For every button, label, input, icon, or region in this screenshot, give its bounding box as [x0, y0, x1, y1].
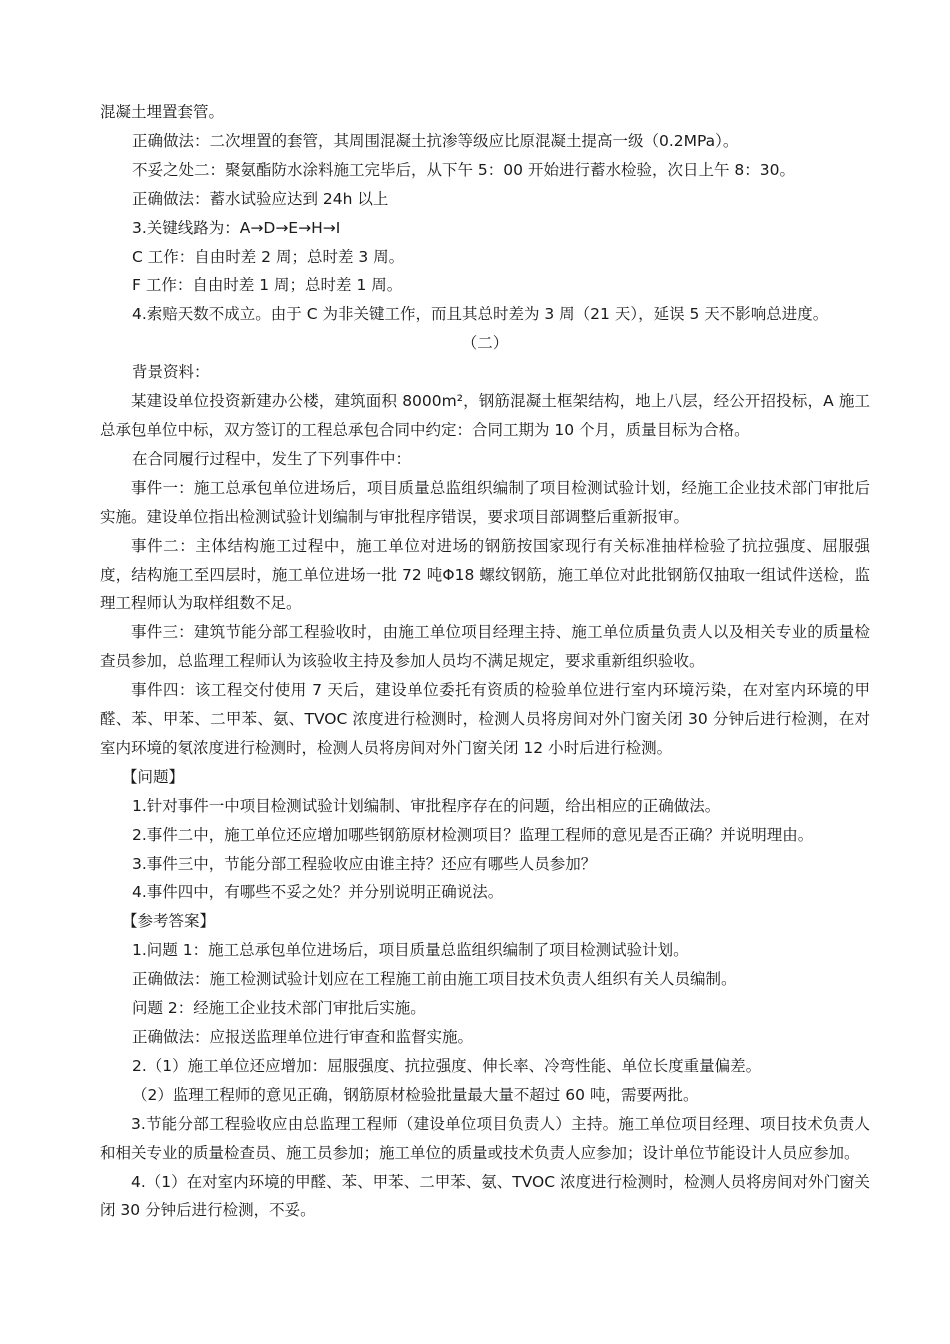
- text-line: 正确做法：蓄水试验应达到 24h 以上: [132, 189, 389, 208]
- paragraph: 某建设单位投资新建办公楼，建筑面积 8000m²，钢筋混凝土框架结构，地上八层，经公开招投标，A 施工总承包单位中标，双方签订的工程总承包合同中约定：合同工期为 10 个月，质量目标为合格。: [100, 392, 870, 439]
- answers-heading: 【参考答案】: [122, 912, 216, 931]
- text-line: 正确做法：二次埋置的套管，其周围混凝土抗渗等级应比原混凝土提高一级（0.2MPa）。: [132, 131, 739, 150]
- question-item: 4.事件四中，有哪些不妥之处？并分别说明正确说法。: [132, 883, 504, 902]
- answer-line: 1.问题 1：施工总承包单位进场后，项目质量总监组织编制了项目检测试验计划。: [132, 941, 689, 960]
- section-heading: （二）: [461, 334, 509, 353]
- questions-heading: 【问题】: [122, 767, 185, 786]
- answer-paragraph: 3.节能分部工程验收应由总监理工程师（建设单位项目负责人）主持。施工单位项目经理、项目技术负责人和相关专业的质量检查员、施工员参加；施工单位的质量或技术负责人应参加；设计单位节能设计人员应参加。: [100, 1114, 870, 1162]
- answer-line: 问题 2：经施工企业技术部门审批后实施。: [132, 999, 426, 1018]
- answer-line: （2）监理工程师的意见正确，钢筋原材检验批量最大量不超过 60 吨，需要两批。: [132, 1085, 699, 1104]
- answer-line: 2.（1）施工单位还应增加：屈服强度、抗拉强度、伸长率、冷弯性能、单位长度重量偏差。: [132, 1056, 762, 1075]
- answer-paragraph: 4.（1）在对室内环境的甲醛、苯、甲苯、二甲苯、氨、TVOC 浓度进行检测时，检测人员将房间对外门窗关闭 30 分钟后进行检测，不妥。: [100, 1172, 870, 1220]
- answer-line: 正确做法：施工检测试验计划应在工程施工前由施工项目技术负责人组织有关人员编制。: [132, 970, 737, 989]
- text-line: 混凝土埋置套管。: [100, 103, 225, 121]
- paragraph-event-4: 事件四：该工程交付使用 7 天后，建设单位委托有资质的检验单位进行室内环境污染，在对室内环境的甲醛、苯、甲苯、二甲苯、氨、TVOC 浓度进行检测时，检测人员将房间对外门窗关闭 30 分钟后进行检测，在对室内环境的氡浓度进行检测时，检测人员将房间对外门窗关闭 12 小时后进行检测。: [100, 681, 870, 757]
- text-line: 在合同履行过程中，发生了下列事件中：: [132, 449, 412, 468]
- paragraph-event-1: 事件一：施工总承包单位进场后，项目质量总监组织编制了项目检测试验计划，经施工企业技术部门审批后实施。建设单位指出检测试验计划编制与审批程序错误，要求项目部调整后重新报审。: [100, 478, 870, 526]
- paragraph-event-3: 事件三：建筑节能分部工程验收时，由施工单位项目经理主持、施工单位质量负责人以及相关专业的质量检查员参加，总监理工程师认为该验收主持及参加人员均不满足规定，要求重新组织验收。: [100, 623, 870, 671]
- text-line: 4.索赔天数不成立。由于 C 为非关键工作，而且其总时差为 3 周（21 天），延误 5 天不影响总进度。: [132, 305, 829, 324]
- paragraph-event-2: 事件二：主体结构施工过程中，施工单位对进场的钢筋按国家现行有关标准抽样检验了抗拉强度、屈服强度，结构施工至四层时，施工单位进场一批 72 吨Φ18 螺纹钢筋，施工单位对此批钢筋仅抽取一组试件送检，监理工程师认为取样组数不足。: [100, 536, 870, 613]
- question-item: 2.事件二中，施工单位还应增加哪些钢筋原材检测项目？监理工程师的意见是否正确？并说明理由。: [132, 825, 814, 844]
- question-item: 1.针对事件一中项目检测试验计划编制、审批程序存在的问题，给出相应的正确做法。: [132, 796, 721, 815]
- text-line: 背景资料：: [132, 363, 210, 382]
- answer-line: 正确做法：应报送监理单位进行审查和监督实施。: [132, 1028, 474, 1046]
- text-line: C 工作：自由时差 2 周；总时差 3 周。: [132, 247, 405, 266]
- text-line: F 工作：自由时差 1 周；总时差 1 周。: [132, 276, 403, 295]
- document-page: [100, 98, 870, 1225]
- text-line: 3.关键线路为：A→D→E→H→I: [132, 218, 341, 237]
- text-line: 不妥之处二：聚氨酯防水涂料施工完毕后，从下午 5：00 开始进行蓄水检验，次日上午 8：30。: [132, 160, 795, 179]
- question-item: 3.事件三中，节能分部工程验收应由谁主持？还应有哪些人员参加？: [132, 854, 597, 873]
